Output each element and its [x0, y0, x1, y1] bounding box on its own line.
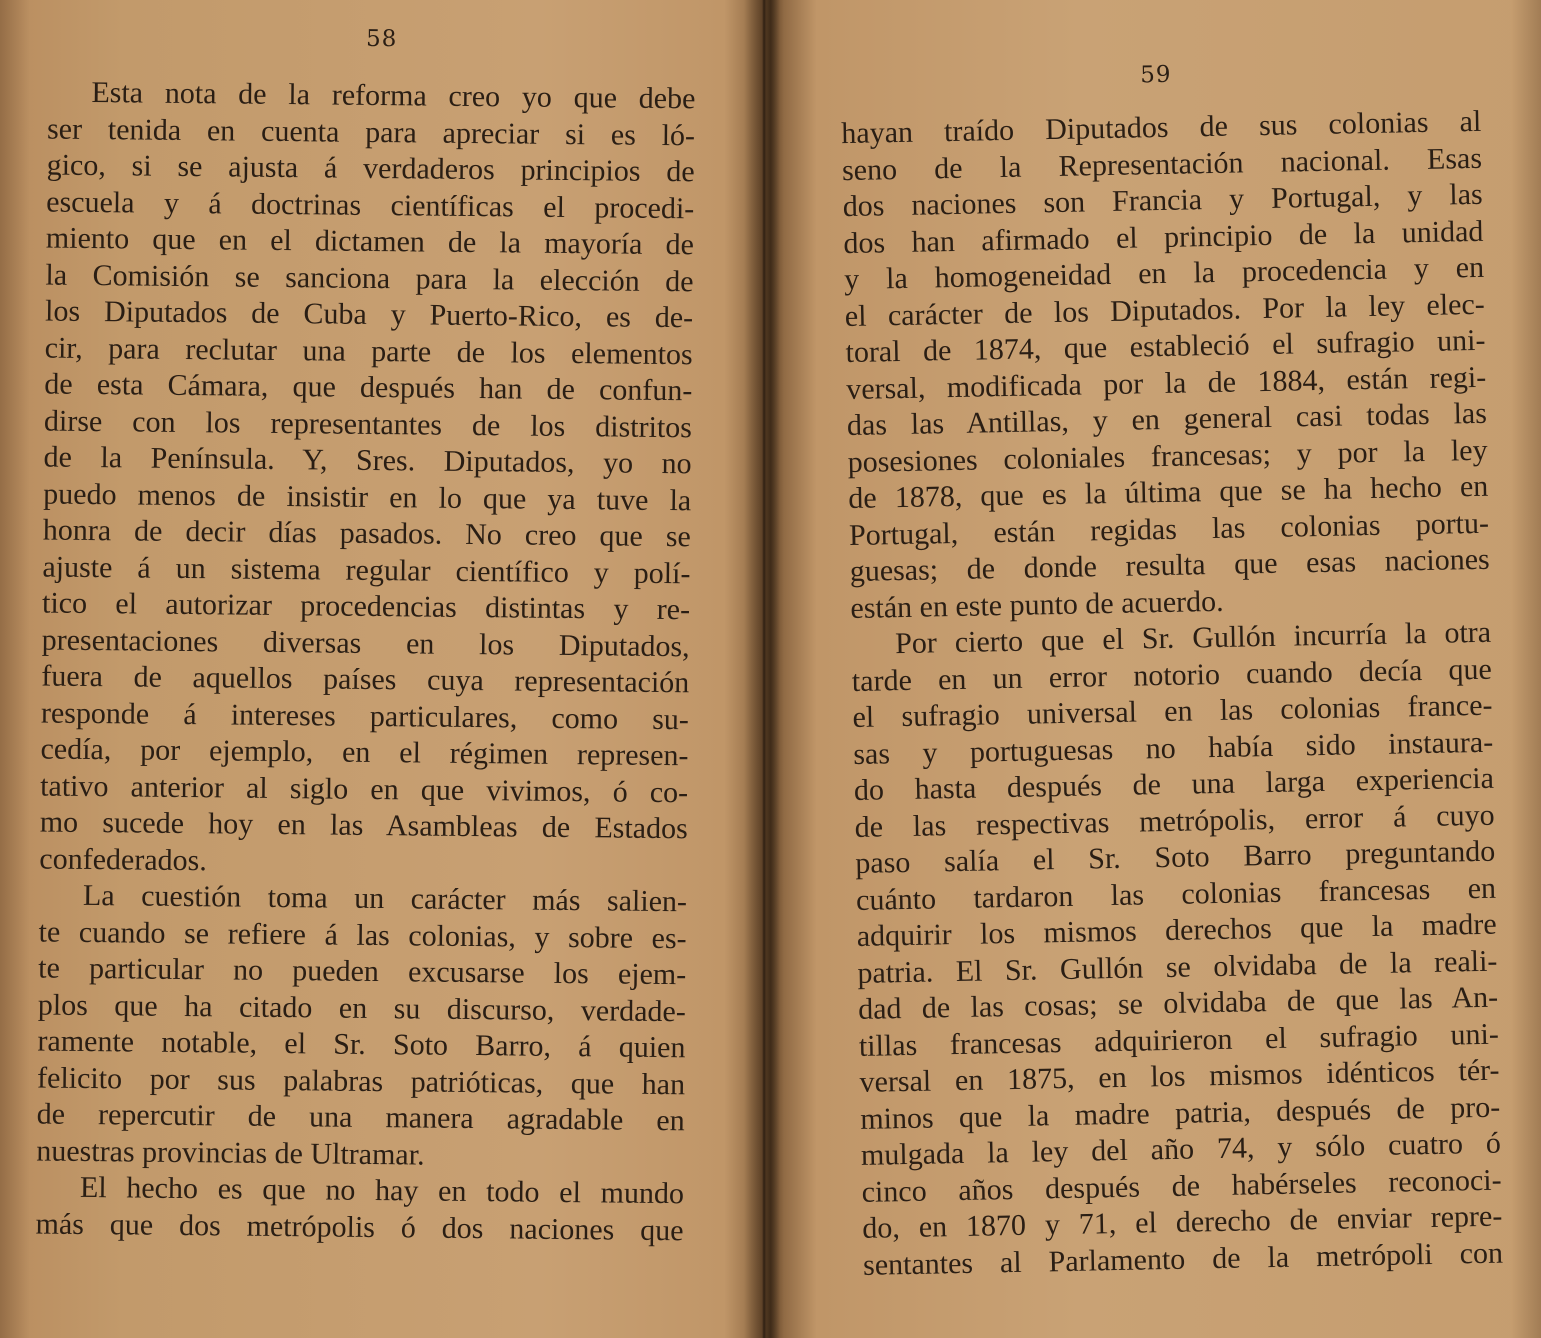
text-line: tillas francesas adquirieron el sufragio uni- [858, 1017, 1500, 1063]
text-line: do, en 1870 y 71, el derecho de enviar repre- [862, 1199, 1503, 1245]
text-line: das las Antillas, y en general casi todas las [846, 396, 1488, 443]
text-line: de repercutir de una manera agradable en [36, 1097, 685, 1138]
text-line: miento que en el dictamen de la mayoría de [45, 221, 695, 262]
text-line: te cuando se refiere á las colonias, y sobre es- [38, 914, 687, 955]
text-line: están en este punto de acuerdo. [850, 584, 1224, 625]
text-line: versal, modificada por la de 1884, están regi- [845, 360, 1487, 406]
text-line: escuela y á doctrinas científicas el procedi- [46, 185, 695, 225]
page-number-right: 59 [1140, 61, 1172, 89]
right-page-text [841, 104, 1503, 1284]
left-page [0, 0, 764, 1338]
text-line: el carácter de los Diputados. Por la ley elec- [844, 287, 1486, 333]
text-line: Esta nota de la reforma creo yo que debe [91, 75, 696, 116]
text-line: dad de las cosas; se olvidaba de que las An- [857, 980, 1499, 1026]
text-line: cedía, por ejemplo, en el régimen represen- [40, 732, 689, 773]
text-line: mulgada la ley del año 74, y sólo cuatro ó [860, 1126, 1502, 1172]
text-line: mo sucede hoy en las Asambleas de Estados [39, 805, 688, 846]
text-line: patria. El Sr. Gullón se olvidaba de la reali- [857, 944, 1498, 990]
text-line: confederados. [39, 841, 207, 877]
text-line: sentantes al Parlamento de la metrópoli con [862, 1236, 1504, 1282]
text-line: presentaciones diversas en los Diputados, [41, 622, 690, 663]
page-number-left: 58 [365, 25, 398, 53]
text-line: puedo menos de insistir en lo que ya tuve la [43, 476, 692, 517]
text-line: te particular no pueden excusarse los ejem- [38, 951, 687, 992]
text-line: guesas; de donde resulta que esas naciones [849, 542, 1490, 589]
text-line: ajuste á un sistema regular científico y polí- [42, 549, 691, 590]
text-line: minos que la madre patria, después de pro- [859, 1090, 1501, 1136]
text-line: La cuestión toma un carácter más salien- [82, 878, 688, 919]
text-line: dos han afirmado el principio de la unidad [843, 214, 1484, 260]
text-line: cinco años después de habérseles reconoci- [861, 1163, 1502, 1209]
left-page-text [35, 75, 695, 1250]
text-line: cir, para reclutar una parte de los elementos [44, 331, 693, 371]
text-line: de 1878, que es la última que se ha hecho en [848, 469, 1489, 516]
text-line: más que dos metrópolis ó dos naciones que [35, 1206, 684, 1247]
text-line: Portugal, están regidas las colonias portu- [848, 506, 1490, 552]
text-line: El hecho es que no hay en todo el mundo [79, 1170, 685, 1211]
text-line: responde á intereses particulares, como su- [40, 695, 690, 736]
text-line: adquirir los mismos derechos que la madre [856, 907, 1497, 953]
text-line: tativo anterior al siglo en que vivimos, ó co- [40, 768, 689, 809]
text-line: el sufragio universal en las colonias france- [852, 688, 1493, 734]
text-line: tico el autorizar procedencias distintas y re- [41, 586, 691, 627]
text-line: hayan traído Diputados de sus colonias al [841, 104, 1482, 151]
text-line: gico, si se ajusta á verdaderos principios de [46, 148, 695, 189]
text-line: dos naciones son Francia y Portugal, y las [842, 177, 1483, 224]
text-line: ramente notable, el Sr. Soto Barro, á quien [37, 1024, 686, 1065]
text-line: nuestras provincias de Ultramar. [36, 1133, 425, 1172]
text-line: de esta Cámara, que después han de confun- [44, 367, 693, 408]
text-line: de las respectivas metrópolis, error á cuyo [854, 798, 1495, 844]
text-line: do hasta después de una larga experiencia [853, 761, 1495, 807]
text-line: cuánto tardaron las colonias francesas en [855, 871, 1497, 917]
text-line: honra de decir días pasados. No creo que se [42, 513, 691, 554]
right-page [777, 0, 1541, 1338]
text-line: toral de 1874, que estableció el sufragio uni- [845, 323, 1486, 370]
text-line: Por cierto que el Sr. Gullón incurría la otra [894, 615, 1492, 661]
text-line: posesiones coloniales francesas; y por la ley [847, 433, 1488, 479]
text-line: la Comisión se sanciona para la elección de [45, 258, 694, 298]
text-line: plos que ha citado en su discurso, verdade- [37, 987, 687, 1028]
text-line: paso salía el Sr. Soto Barro preguntando [855, 834, 1496, 880]
text-line: tarde en un error notorio cuando decía que [851, 652, 1493, 698]
text-line: dirse con los representantes de los distritos [43, 404, 693, 444]
text-line: fuera de aquellos países cuya representación [41, 659, 690, 700]
text-line: los Diputados de Cuba y Puerto-Rico, es de- [44, 294, 694, 335]
text-line: felicito por sus palabras patrióticas, que han [36, 1060, 686, 1101]
text-line: de la Península. Y, Sres. Diputados, yo no [43, 440, 692, 481]
text-line: seno de la Representación nacional. Esas [841, 141, 1483, 187]
text-line: ser tenida en cuenta para apreciar si es ló- [46, 112, 696, 152]
text-line: versal en 1875, en los mismos idénticos tér- [859, 1053, 1500, 1099]
text-line: y la homogeneidad en la procedencia y en [843, 250, 1485, 297]
text-line: sas y portuguesas no había sido instaura- [852, 725, 1494, 771]
